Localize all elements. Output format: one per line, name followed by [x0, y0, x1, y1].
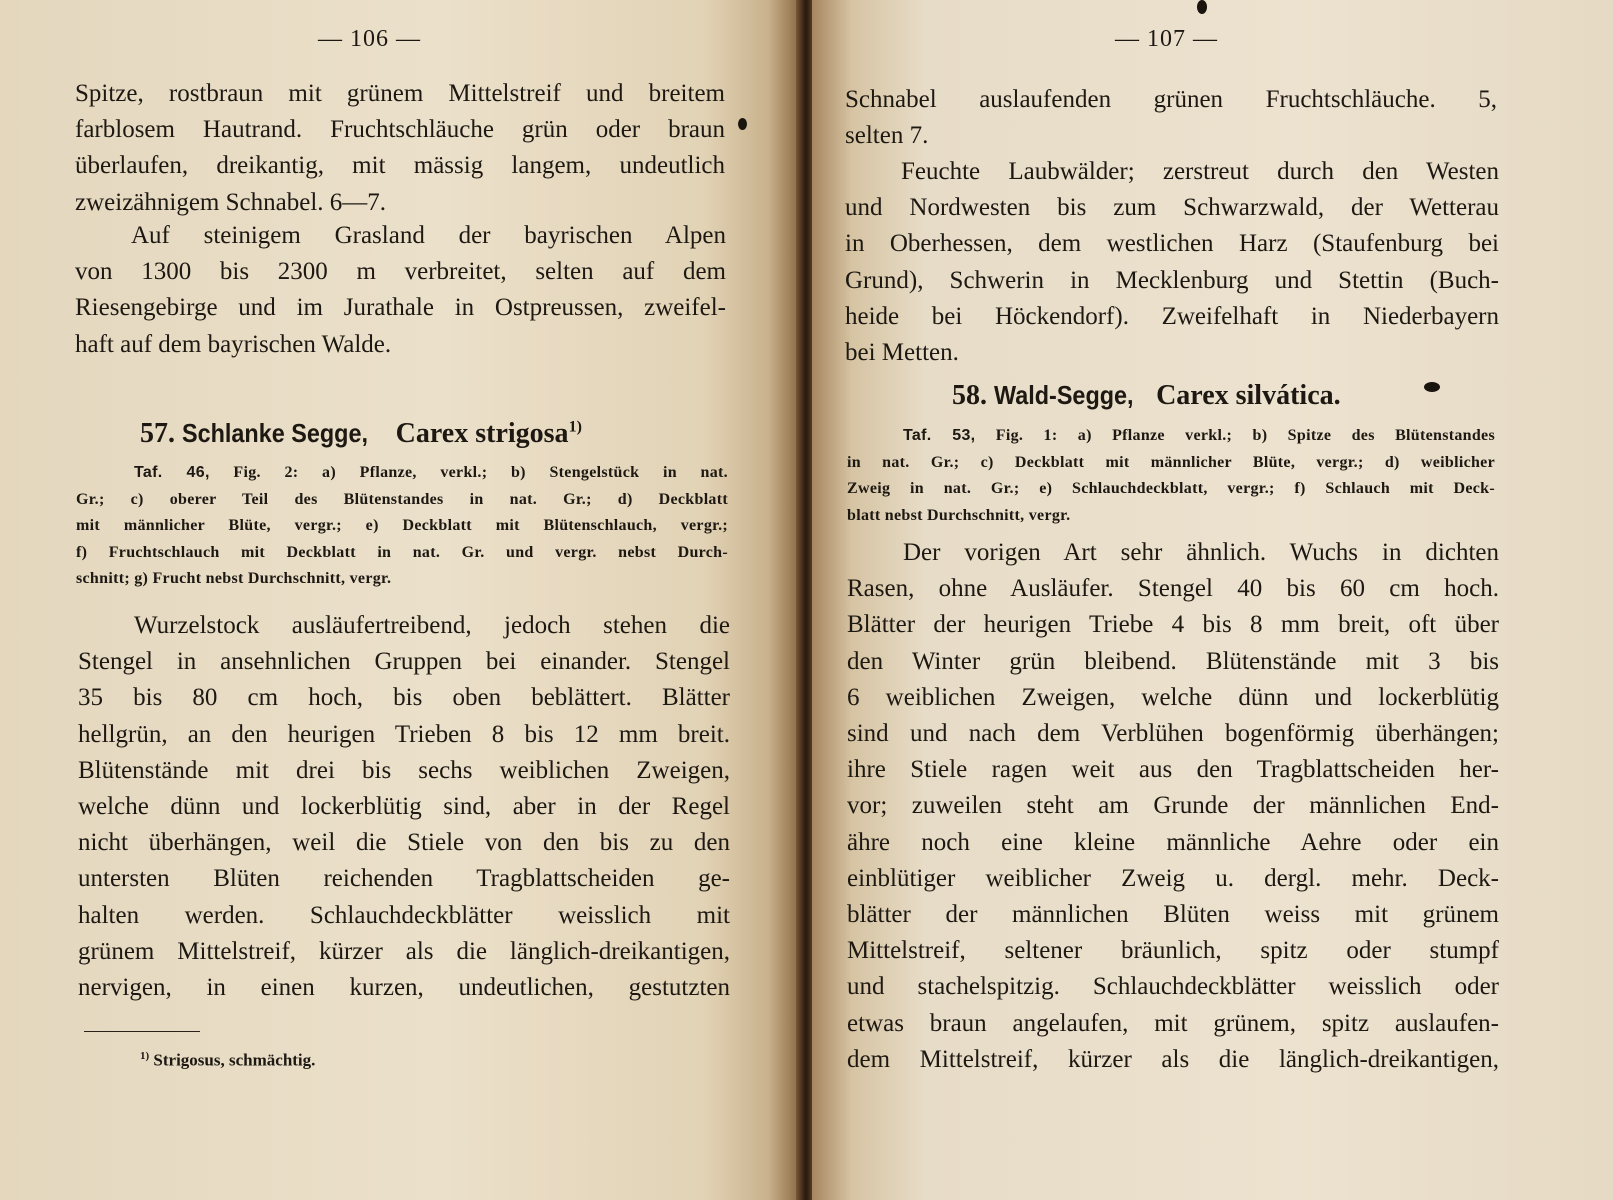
text-line: ihre Stiele ragen weit aus den Tragblattscheiden her- [847, 756, 1499, 784]
text-line: Wurzelstock ausläufertreibend, jedoch stehen die [134, 612, 730, 639]
caption-line: blatt nebst Durchschnitt, vergr. [847, 506, 1071, 524]
text-line: 6 weiblichen Zweigen, welche dünn und lockerblütig [847, 683, 1499, 711]
text-line: Spitze, rostbraun mit grünem Mittelstreif und breitem [75, 80, 725, 107]
caption-line: f) Fruchtschlauch mit Deckblatt in nat. Gr. und vergr. nebst Durch- [76, 543, 728, 561]
text-line: einblütiger weiblicher Zweig u. dergl. mehr. Deck- [847, 864, 1499, 892]
text-line: selten 7. [845, 122, 929, 150]
text-line: nicht überhängen, weil die Stiele von den bis zu den [78, 829, 730, 857]
left-page [0, 0, 800, 1200]
text-line: Schnabel auslaufenden grünen Fruchtschläuche. 5, [845, 86, 1497, 113]
caption-line: schnitt; g) Frucht nebst Durchschnitt, vergr. [76, 570, 392, 587]
left-description-paragraph [78, 608, 730, 1006]
text-line: welche dünn und lockerblütig sind, aber in der Regel [78, 793, 730, 821]
species-latin-name: Carex silvática. [1156, 380, 1341, 411]
footnote-mark: 1) [140, 1050, 150, 1062]
text-line: den Winter grün bleibend. Blütenstände mit 3 bis [847, 647, 1499, 675]
text-line: ähre noch eine kleine männliche Aehre oder ein [847, 828, 1499, 856]
text-line: bei Metten. [845, 339, 959, 367]
plate-reference: Taf. 53, [903, 427, 976, 444]
right-description-paragraph [847, 535, 1499, 1078]
footnote-text: Strigosus, schmächtig. [153, 1050, 316, 1070]
text-line: grünem Mittelstreif, kürzer als die länglich-dreikantigen, [78, 937, 730, 965]
text-line: überlaufen, dreikantig, mit mässig langem, undeutlich [75, 152, 725, 180]
text-line: Feuchte Laubwälder; zerstreut durch den Westen [901, 158, 1499, 185]
left-distribution-paragraph [75, 218, 726, 363]
text-line: in Oberhessen, dem westlichen Harz (Staufenburg bei [845, 230, 1499, 258]
caption-line: in nat. Gr.; c) Deckblatt mit männlicher Blüte, vergr.; d) weiblicher [847, 453, 1495, 471]
page-number-left: — 106 — [318, 26, 421, 52]
page-number-right: — 107 — [1115, 26, 1218, 52]
plate-caption-58 [847, 423, 1495, 529]
text-line: 35 bis 80 cm hoch, bis oben beblättert. Blätter [78, 684, 730, 712]
text-line: dem Mittelstreif, kürzer als die länglich-dreikantigen, [847, 1045, 1499, 1073]
ink-blot [738, 118, 747, 130]
caption-text: Fig. 2: a) Pflanze, verkl.; b) Stengelstück in nat. [233, 464, 728, 481]
text-line: Mittelstreif, seltener bräunlich, spitz oder stumpf [847, 937, 1499, 965]
text-line: vor; zuweilen steht am Grunde der männlichen End- [847, 792, 1499, 820]
text-line: und Nordwesten bis zum Schwarzwald, der Wetterau [845, 194, 1499, 222]
text-line: sind und nach dem Verblühen bogenförmig überhängen; [847, 720, 1499, 748]
species-number: 57. [140, 418, 175, 449]
text-line: haft auf dem bayrischen Walde. [75, 330, 392, 358]
caption-text: Fig. 1: a) Pflanze verkl.; b) Spitze des Blütenstandes [995, 427, 1495, 444]
text-line: Riesengebirge und im Jurathale in Ostpreussen, zweifel- [75, 294, 726, 322]
footnote-reference: 1) [568, 418, 582, 436]
left-continued-paragraph [75, 76, 725, 221]
species-heading-57 [140, 418, 582, 450]
text-line: blätter der männlichen Blüten weiss mit grünem [847, 901, 1499, 929]
caption-line: mit männlicher Blüte, vergr.; e) Deckblatt mit Blütenschlauch, vergr.; [76, 517, 728, 534]
text-line: halten werden. Schlauchdeckblätter weisslich mit [78, 901, 730, 929]
species-german-name: Wald-Segge, [994, 380, 1134, 410]
right-page [812, 0, 1613, 1200]
caption-line: Gr.; c) oberer Teil des Blütenstandes in nat. Gr.; d) Deckblatt [76, 490, 728, 508]
species-heading-58 [952, 380, 1341, 412]
species-german-name: Schlanke Segge, [182, 418, 368, 448]
caption-line [847, 423, 1495, 450]
right-continued-paragraph [845, 82, 1497, 154]
text-line: Auf steinigem Grasland der bayrischen Alpen [131, 222, 726, 249]
species-latin-name: Carex strigosa [395, 418, 569, 449]
text-line: untersten Blüten reichenden Tragblattscheiden ge- [78, 865, 730, 893]
footnote [140, 1050, 315, 1071]
text-line: Blätter der heurigen Triebe 4 bis 8 mm breit, oft über [847, 611, 1499, 639]
plate-reference: Taf. 46, [134, 464, 210, 481]
text-line: und stachelspitzig. Schlauchdeckblätter weisslich oder [847, 973, 1499, 1001]
text-line: Stengel in ansehnlichen Gruppen bei einander. Stengel [78, 648, 730, 676]
text-line: Grund), Schwerin in Mecklenburg und Stettin (Buch- [845, 266, 1499, 294]
text-line: heide bei Höckendorf). Zweifelhaft in Niederbayern [845, 302, 1499, 330]
footnote-divider [84, 1031, 200, 1032]
ink-blot [1424, 382, 1440, 392]
text-line: von 1300 bis 2300 m verbreitet, selten auf dem [75, 258, 726, 286]
caption-line: Zweig in nat. Gr.; e) Schlauchdeckblatt, vergr.; f) Schlauch mit Deck- [847, 480, 1495, 497]
text-line: Blütenstände mit drei bis sechs weiblichen Zweigen, [78, 756, 730, 784]
plate-caption-57 [76, 460, 728, 593]
caption-line [76, 460, 728, 487]
text-line: farblosem Hautrand. Fruchtschläuche grün oder braun [75, 116, 725, 144]
text-line: hellgrün, an den heurigen Trieben 8 bis 12 mm breit. [78, 720, 730, 748]
text-line: nervigen, in einen kurzen, undeutlichen, gestutzten [78, 974, 730, 1002]
ink-blot [1197, 0, 1207, 14]
species-number: 58. [952, 380, 987, 411]
text-line: Rasen, ohne Ausläufer. Stengel 40 bis 60 cm hoch. [847, 575, 1499, 603]
text-line: Der vorigen Art sehr ähnlich. Wuchs in dichten [903, 539, 1499, 566]
right-distribution-paragraph [845, 154, 1499, 371]
text-line: zweizähnigem Schnabel. 6—7. [75, 188, 387, 216]
text-line: etwas braun angelaufen, mit grünem, spitz auslaufen- [847, 1009, 1499, 1037]
